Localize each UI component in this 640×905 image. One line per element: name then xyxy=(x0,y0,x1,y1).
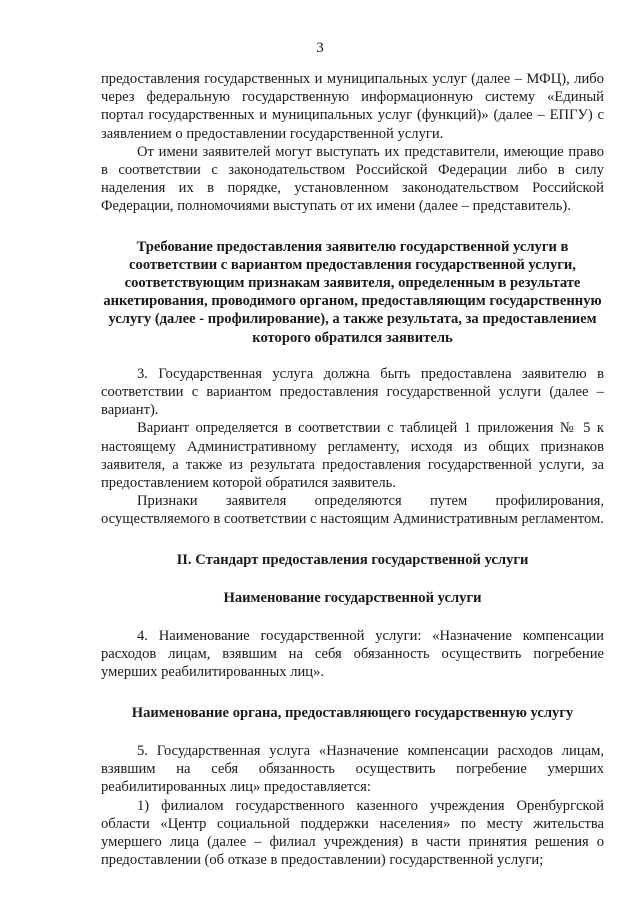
paragraph-variant-definition: Вариант определяется в соответствии с таблицей 1 приложения № 5 к настоящему Административному регламенту, исходя из общих признаков заявителя, а также из результата предоставления государственной услуги, за предоставлением которой обратился заявитель. xyxy=(101,420,604,492)
paragraph-applicant-signs: Признаки заявителя определяются путем профилирования, осуществляемого в соответствии с настоящим Административным регламентом. xyxy=(101,493,604,528)
heading-profiling-requirement: Требование предоставления заявителю государственной услуги в соответствии с вариантом предоставления государственной услуги, соответствующим признакам заявителя, определенным в результате анкетирования, проводимого органом, предоставляющим государственную услугу (далее - профилирование), а также результата, за предоставлением которого обратился заявитель xyxy=(103,238,602,346)
paragraph-variant: 3. Государственная услуга должна быть предоставлена заявителю в соответствии с вариантом предоставления государственной услуги (далее – вариант). xyxy=(101,365,604,419)
document-body xyxy=(101,70,604,869)
heading-providing-authority: Наименование органа, предоставляющего государственную услугу xyxy=(131,704,574,721)
page-number: 3 xyxy=(316,40,324,56)
paragraph-mfc-epgu: предоставления государственных и муниципальных услуг (далее – МФЦ), либо через федеральную государственную информационную систему «Единый портал государственных и муниципальных услуг (функций)» (далее – ЕПГУ) с заявлением о предоставлении государственной услуги. xyxy=(101,71,604,142)
paragraph-representatives: От имени заявителей могут выступать их представители, имеющие право в соответствии с законодательством Российской Федерации либо в силу наделения их в порядке, установленном законодательством Российской Федерации, полномочиями выступать от их имени (далее – представитель). xyxy=(101,143,604,215)
paragraph-branch-institution: 1) филиалом государственного казенного учреждения Оренбургской области «Центр социальной поддержки населения» по месту жительства умершего лица (далее – филиал учреждения) в части принятия решения о предоставлении (об отказе в предоставлении) государственной услуги; xyxy=(101,797,604,869)
heading-service-name: Наименование государственной услуги xyxy=(223,589,482,606)
paragraph-service-provided-by: 5. Государственная услуга «Назначение компенсации расходов лицам, взявшим на себя обязанность осуществить погребение умерших реабилитированных лиц» предоставляется: xyxy=(101,742,604,796)
heading-service-standard: II. Стандарт предоставления государственной услуги xyxy=(176,551,529,568)
paragraph-service-name: 4. Наименование государственной услуги: «Назначение компенсации расходов лицам, взявшим на себя обязанность осуществить погребение умерших реабилитированных лиц». xyxy=(101,628,604,681)
